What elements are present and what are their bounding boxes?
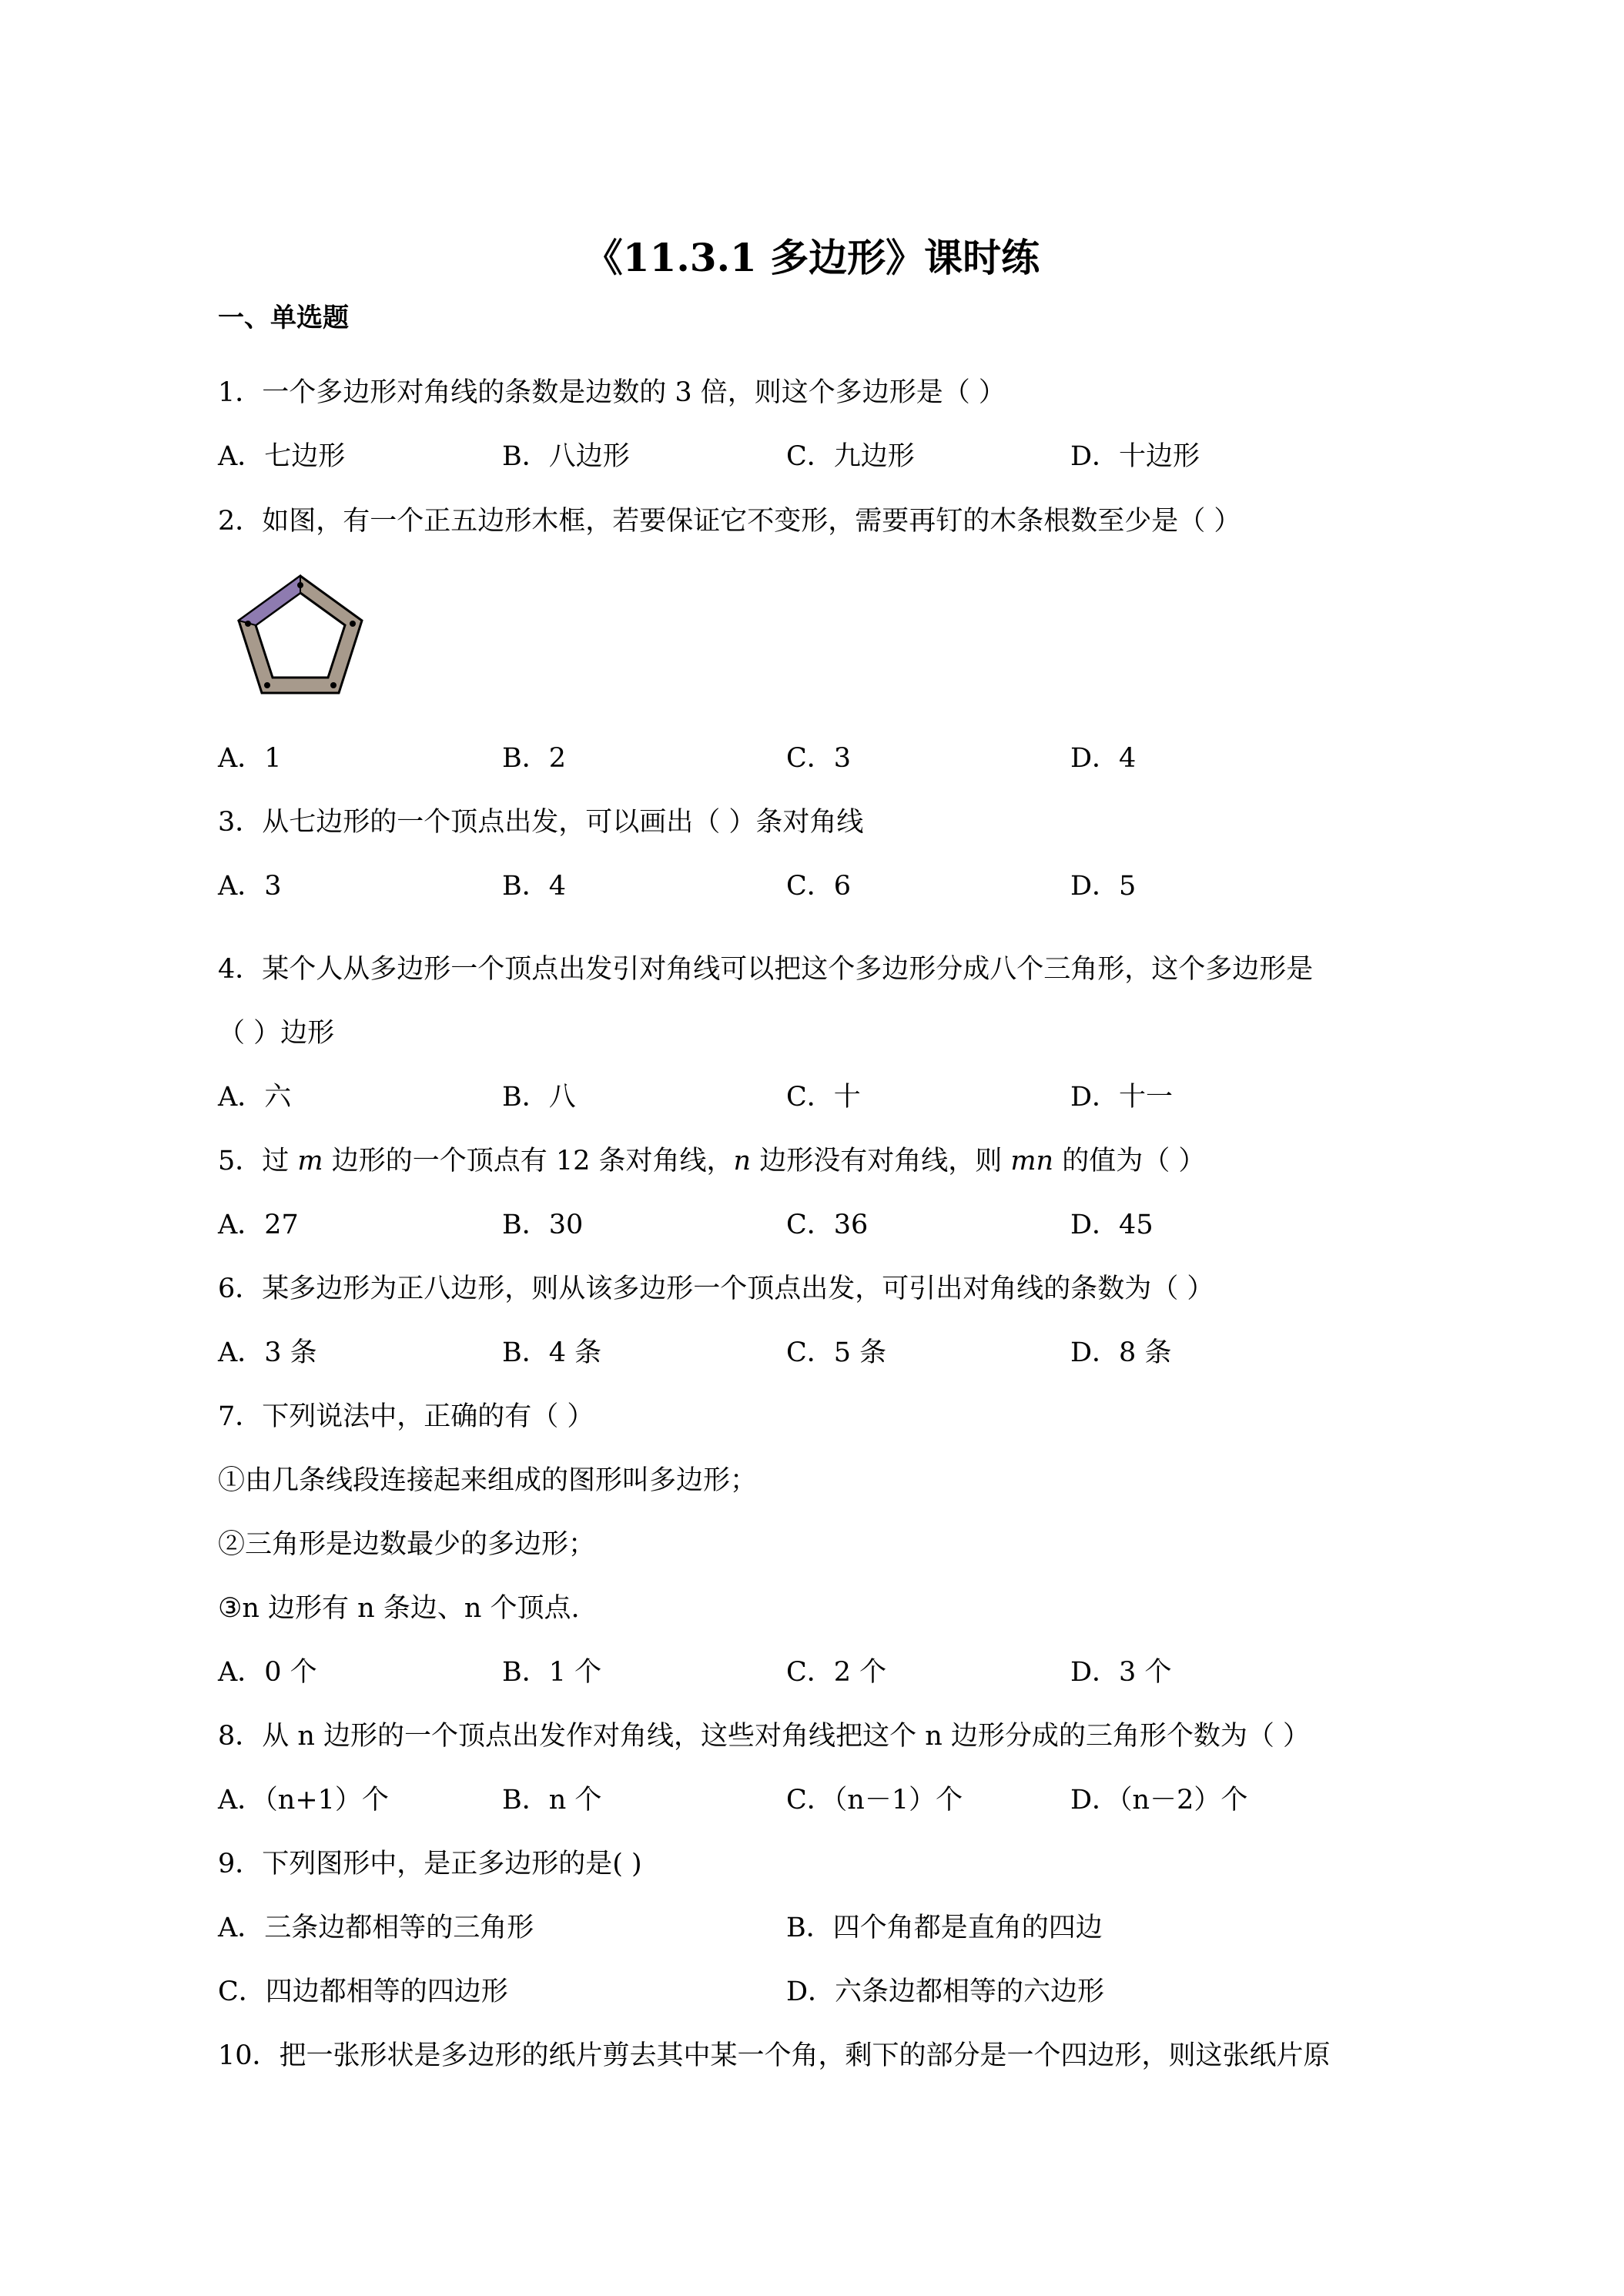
q1-option-c: C．九边形 [786, 441, 915, 472]
q9-option-a: A．三条边都相等的三角形 [218, 1913, 534, 1943]
q8-option-c: C．（n－1）个 [786, 1785, 963, 1816]
q7-statement-2: ②三角形是边数最少的多边形； [218, 1529, 596, 1560]
q6-option-d: D．8 条 [1070, 1337, 1172, 1368]
question-1-stem: 1．一个多边形对角线的条数是边数的 3 倍，则这个多边形是（ ） [218, 377, 1006, 408]
q3-option-a: A．3 [218, 871, 282, 902]
question-8-stem: 8．从 n 边形的一个顶点出发作对角线，这些对角线把这个 n 边形分成的三角形个数为（ ） [218, 1721, 1310, 1752]
q5-option-c: C．36 [786, 1210, 869, 1240]
q3-option-c: C．6 [786, 871, 852, 902]
q5-text-4: 的值为（ ） [1053, 1146, 1206, 1176]
q7-statement-1: ①由几条线段连接起来组成的图形叫多边形； [218, 1465, 758, 1496]
q5-text-1: 5．过 [218, 1146, 298, 1176]
pentagon-frame-figure [231, 570, 370, 708]
question-10-stem: 10．把一张形状是多边形的纸片剪去其中某一个角，剩下的部分是一个四边形，则这张纸片原 [218, 2040, 1331, 2071]
nail-left [245, 621, 251, 627]
q7-option-c: C．2 个 [786, 1657, 887, 1688]
q2-option-c: C．3 [786, 743, 852, 774]
page-title: 《11.3.1 多边形》课时练 [584, 235, 1040, 280]
question-9-stem: 9．下列图形中，是正多边形的是( ) [218, 1849, 642, 1879]
q3-option-d: D．5 [1070, 871, 1137, 902]
nail-right [350, 621, 356, 627]
q7-option-d: D．3 个 [1070, 1657, 1172, 1688]
nail-bottom-right [330, 682, 337, 688]
q2-option-d: D．4 [1070, 743, 1137, 774]
q6-option-c: C．5 条 [786, 1337, 887, 1368]
question-7-stem: 7．下列说法中，正确的有（ ） [218, 1401, 594, 1432]
question-4-stem-continued: （ ）边形 [218, 1018, 335, 1049]
question-3-stem: 3．从七边形的一个顶点出发，可以画出（ ）条对角线 [218, 807, 864, 838]
q7-option-a: A．0 个 [218, 1657, 317, 1688]
question-5-stem [218, 1142, 1205, 1180]
q4-option-c: C．十 [786, 1082, 861, 1113]
q9-option-d: D．六条边都相等的六边形 [786, 1976, 1105, 2007]
question-4-stem: 4．某个人从多边形一个顶点出发引对角线可以把这个多边形分成八个三角形，这个多边形是 [218, 954, 1314, 985]
q7-option-b: B．1 个 [502, 1657, 602, 1688]
q6-option-b: B．4 条 [502, 1337, 602, 1368]
q5-text-2: 边形的一个顶点有 12 条对角线， [323, 1146, 734, 1176]
q1-option-d: D．十边形 [1070, 441, 1200, 472]
q6-option-a: A．3 条 [218, 1337, 317, 1368]
question-6-stem: 6．某多边形为正八边形，则从该多边形一个顶点出发，可引出对角线的条数为（ ） [218, 1274, 1214, 1304]
nail-bottom-left [264, 682, 270, 688]
q4-option-d: D．十一 [1070, 1082, 1174, 1113]
q5-var-n: n [733, 1146, 752, 1176]
q1-option-b: B．八边形 [502, 441, 630, 472]
q5-var-m: m [297, 1146, 323, 1176]
q5-text-3: 边形没有对角线，则 [751, 1146, 1011, 1176]
q4-option-b: B．八 [502, 1082, 576, 1113]
q5-option-d: D．45 [1070, 1210, 1154, 1240]
q2-option-b: B．2 [502, 743, 566, 774]
q8-option-a: A．（n+1）个 [218, 1785, 389, 1816]
q9-option-c: C．四边都相等的四边形 [218, 1976, 508, 2007]
q8-option-b: B．n 个 [502, 1785, 602, 1816]
nail-top [297, 582, 303, 588]
q5-var-mn: mn [1010, 1146, 1054, 1176]
q5-option-a: A．27 [218, 1210, 299, 1240]
section-heading: 一、单选题 [218, 303, 349, 333]
q4-option-a: A．六 [218, 1082, 292, 1113]
q8-option-d: D．（n－2）个 [1070, 1785, 1248, 1816]
q2-option-a: A．1 [218, 743, 282, 774]
q7-statement-3: ③n 边形有 n 条边、n 个顶点. [218, 1593, 580, 1624]
q3-option-b: B．4 [502, 871, 566, 902]
q9-option-b: B．四个角都是直角的四边 [786, 1913, 1103, 1943]
q5-option-b: B．30 [502, 1210, 584, 1240]
q1-option-a: A．七边形 [218, 441, 346, 472]
question-2-stem: 2．如图，有一个正五边形木框，若要保证它不变形，需要再钉的木条根数至少是（ ） [218, 506, 1241, 537]
